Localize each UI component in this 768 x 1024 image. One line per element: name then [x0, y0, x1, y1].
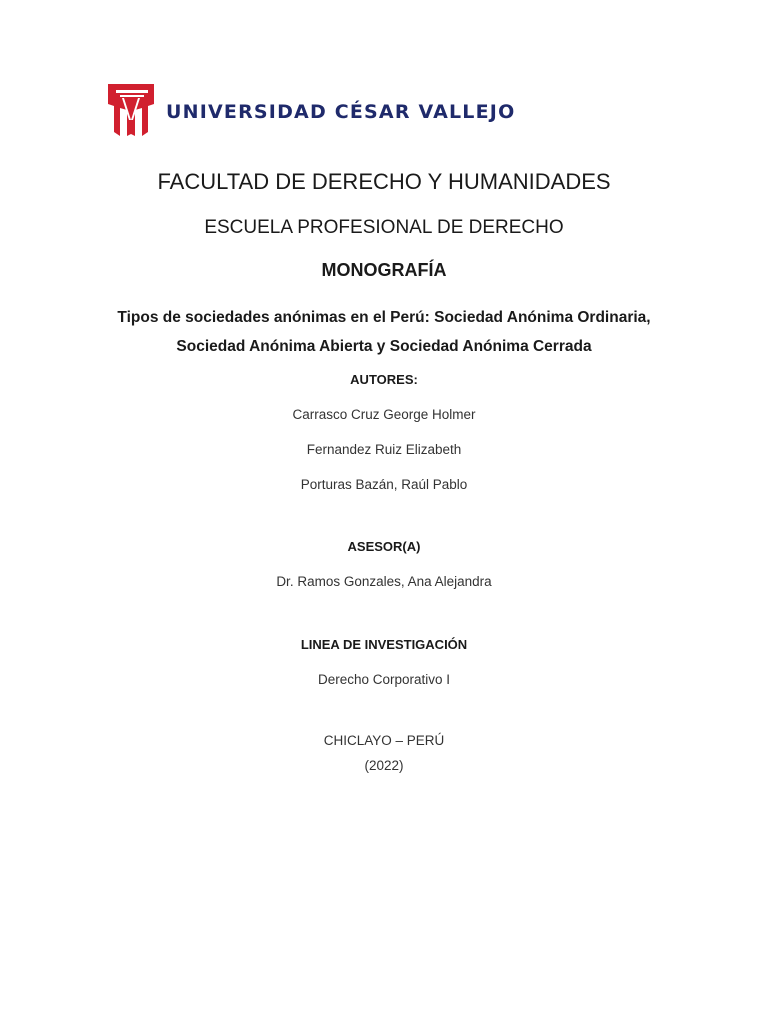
ucv-shield-icon [108, 84, 154, 136]
author-name: Carrasco Cruz George Holmer [292, 407, 476, 422]
university-logo [108, 84, 515, 136]
advisor-label: ASESOR(A) [347, 539, 421, 554]
university-name: UNIVERSIDAD CÉSAR VALLEJO [166, 100, 516, 123]
research-line: Derecho Corporativo I [317, 672, 451, 687]
faculty-heading: FACULTAD DE DERECHO Y HUMANIDADES [157, 169, 611, 194]
author-name: Fernandez Ruiz Elizabeth [306, 442, 462, 457]
school-heading: ESCUELA PROFESIONAL DE DERECHO [204, 217, 564, 238]
author-name: Porturas Bazán, Raúl Pablo [300, 477, 468, 492]
city-country: CHICLAYO – PERÚ [323, 733, 445, 748]
year: (2022) [364, 758, 404, 773]
document-title-text: Tipos de sociedades anónimas en el Perú: Sociedad Anónima Ordinaria, Sociedad Anónima Abierta y Sociedad Anónima Cerrada [117, 309, 651, 355]
research-line-label: LINEA DE INVESTIGACIÓN [300, 637, 468, 652]
document-type: MONOGRAFÍA [321, 260, 447, 280]
advisor-name: Dr. Ramos Gonzales, Ana Alejandra [276, 574, 492, 589]
document-title [104, 303, 664, 361]
authors-label: AUTORES: [350, 372, 418, 387]
